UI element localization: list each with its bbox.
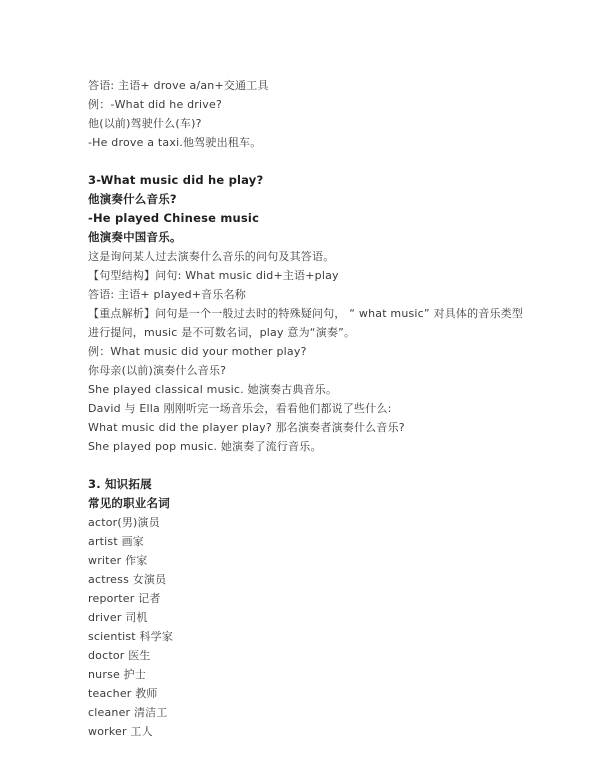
example-question-drive-cn: 他(以前)驾驶什么(车)? xyxy=(88,117,202,130)
job-item: artist 画家 xyxy=(88,535,144,548)
section-subheading-jobs: 常见的职业名词 xyxy=(88,496,170,510)
job-item: scientist 科学家 xyxy=(88,630,174,643)
job-item: writer 作家 xyxy=(88,554,148,567)
example-answer-classical: She played classical music. 她演奏古典音乐。 xyxy=(88,383,338,396)
example-question-drive: 例：-What did he drive? xyxy=(88,98,222,111)
section-heading-music: 3-What music did he play? xyxy=(88,173,264,187)
section-answer-music-cn: 他演奏中国音乐。 xyxy=(88,230,182,244)
example-question-music: 例：What music did your mother play? xyxy=(88,345,307,358)
job-item: nurse 护士 xyxy=(88,668,147,681)
dialogue-answer: She played pop music. 她演奏了流行音乐。 xyxy=(88,440,322,453)
job-item: cleaner 清洁工 xyxy=(88,706,168,719)
job-item: worker 工人 xyxy=(88,725,153,738)
example-answer-drove: -He drove a taxi.他驾驶出租车。 xyxy=(88,136,262,149)
job-item: reporter 记者 xyxy=(88,592,161,605)
dialogue-question: What music did the player play? 那名演奏者演奏什么音乐? xyxy=(88,421,405,434)
section-heading-extension: 3. 知识拓展 xyxy=(88,477,152,491)
job-item: driver 司机 xyxy=(88,611,148,624)
section-answer-music: -He played Chinese music xyxy=(88,211,260,225)
answer-structure-played: 答语: 主语+ played+音乐名称 xyxy=(88,288,246,301)
spacer xyxy=(88,152,588,171)
job-item: actor(男)演员 xyxy=(88,516,160,529)
job-item: teacher 教师 xyxy=(88,687,158,700)
answer-structure-drove: 答语: 主语+ drove a/an+交通工具 xyxy=(88,79,269,92)
section-intro: 这是询问某人过去演奏什么音乐的问句及其答语。 xyxy=(88,250,335,263)
sentence-structure: 【句型结构】问句: What music did+主语+play xyxy=(88,269,339,282)
analysis-line-2: 进行提问，music 是不可数名词，play 意为“演奏”。 xyxy=(88,326,356,339)
job-item: actress 女演员 xyxy=(88,573,167,586)
section-heading-music-cn: 他演奏什么音乐? xyxy=(88,192,177,206)
dialogue-intro: David 与 Ella 刚刚听完一场音乐会，看看他们都说了些什么: xyxy=(88,402,392,415)
example-question-music-cn: 你母亲(以前)演奏什么音乐? xyxy=(88,364,227,377)
document-body xyxy=(88,76,588,741)
job-item: doctor 医生 xyxy=(88,649,151,662)
analysis-line-1: 【重点解析】问句是一个一般过去时的特殊疑问句， “ what music” 对具体的音乐类型 xyxy=(88,307,524,320)
job-list xyxy=(88,513,588,741)
spacer xyxy=(88,456,588,475)
